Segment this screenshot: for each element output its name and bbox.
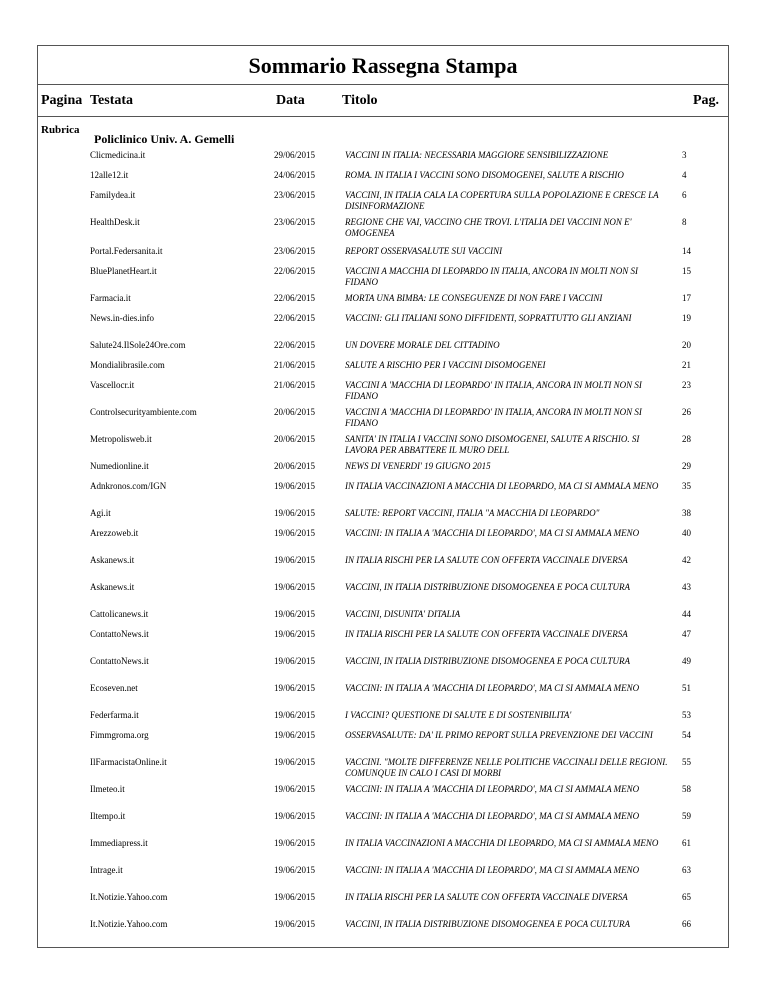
row-testata: Metropolisweb.it xyxy=(90,434,152,444)
row-testata: Agi.it xyxy=(90,508,111,518)
row-pag: 55 xyxy=(682,757,691,767)
row-testata: 12alle12.it xyxy=(90,170,129,180)
row-data: 21/06/2015 xyxy=(274,360,316,370)
row-testata: Adnkronos.com/IGN xyxy=(90,481,167,491)
row-titolo: VACCINI. "MOLTE DIFFERENZE NELLE POLITICHE VACCINALI DELLE REGIONI. COMUNQUE IN CALO I CASI DI MORBI xyxy=(345,757,668,778)
header-data: Data xyxy=(276,93,305,108)
row-titolo: IN ITALIA VACCINAZIONI A MACCHIA DI LEOPARDO, MA CI SI AMMALA MENO xyxy=(345,838,659,848)
row-pag: 43 xyxy=(682,582,691,592)
row-data: 20/06/2015 xyxy=(274,461,316,471)
row-testata: Numedionline.it xyxy=(90,461,149,471)
row-pag: 15 xyxy=(682,266,691,276)
row-pag: 20 xyxy=(682,340,691,350)
row-titolo: VACCINI IN ITALIA: NECESSARIA MAGGIORE SENSIBILIZZAZIONE xyxy=(345,150,609,160)
row-data: 29/06/2015 xyxy=(274,150,316,160)
row-testata: Familydea.it xyxy=(90,190,136,200)
row-data: 22/06/2015 xyxy=(274,293,316,303)
row-data: 23/06/2015 xyxy=(274,190,316,200)
row-testata: Cattolicanews.it xyxy=(90,609,149,619)
row-data: 19/06/2015 xyxy=(274,582,316,592)
summary-frame xyxy=(37,45,729,948)
row-titolo: NEWS DI VENERDI' 19 GIUGNO 2015 xyxy=(345,461,491,471)
row-pag: 17 xyxy=(682,293,691,303)
row-pag: 6 xyxy=(682,190,687,200)
row-titolo: UN DOVERE MORALE DEL CITTADINO xyxy=(345,340,500,350)
row-pag: 40 xyxy=(682,528,691,538)
row-data: 19/06/2015 xyxy=(274,528,316,538)
row-pag: 19 xyxy=(682,313,691,323)
row-data: 19/06/2015 xyxy=(274,811,316,821)
row-data: 22/06/2015 xyxy=(274,313,316,323)
row-titolo: VACCINI A 'MACCHIA DI LEOPARDO' IN ITALIA, ANCORA IN MOLTI NON SI FIDANO xyxy=(345,380,642,401)
row-titolo: ROMA. IN ITALIA I VACCINI SONO DISOMOGENEI, SALUTE A RISCHIO xyxy=(345,170,624,180)
row-testata: It.Notizie.Yahoo.com xyxy=(90,892,168,902)
row-testata: News.in-dies.info xyxy=(90,313,154,323)
row-pag: 4 xyxy=(682,170,687,180)
row-titolo: VACCINI, IN ITALIA CALA LA COPERTURA SULLA POPOLAZIONE E CRESCE LA DISINFORMAZIONE xyxy=(345,190,659,211)
row-testata: HealthDesk.it xyxy=(90,217,140,227)
row-data: 19/06/2015 xyxy=(274,481,316,491)
row-data: 19/06/2015 xyxy=(274,710,316,720)
title-box xyxy=(38,46,728,85)
row-data: 19/06/2015 xyxy=(274,892,316,902)
row-pag: 23 xyxy=(682,380,691,390)
row-data: 21/06/2015 xyxy=(274,380,316,390)
row-pag: 21 xyxy=(682,360,691,370)
row-titolo: REGIONE CHE VAI, VACCINO CHE TROVI. L'ITALIA DEI VACCINI NON E' OMOGENEA xyxy=(345,217,632,238)
row-pag: 35 xyxy=(682,481,691,491)
row-data: 19/06/2015 xyxy=(274,609,316,619)
row-testata: It.Notizie.Yahoo.com xyxy=(90,919,168,929)
row-pag: 44 xyxy=(682,609,691,619)
row-data: 20/06/2015 xyxy=(274,407,316,417)
row-pag: 8 xyxy=(682,217,687,227)
row-testata: Intrage.it xyxy=(90,865,123,875)
row-titolo: VACCINI: IN ITALIA A 'MACCHIA DI LEOPARDO', MA CI SI AMMALA MENO xyxy=(345,683,640,693)
row-data: 19/06/2015 xyxy=(274,757,316,767)
row-pag: 28 xyxy=(682,434,691,444)
row-titolo: VACCINI: GLI ITALIANI SONO DIFFIDENTI, SOPRATTUTTO GLI ANZIANI xyxy=(345,313,632,323)
header-testata: Testata xyxy=(90,93,134,108)
row-data: 23/06/2015 xyxy=(274,217,316,227)
row-data: 19/06/2015 xyxy=(274,508,316,518)
table-header xyxy=(38,86,728,117)
section-name: Policlinico Univ. A. Gemelli xyxy=(94,132,235,146)
row-data: 19/06/2015 xyxy=(274,656,316,666)
row-pag: 63 xyxy=(682,865,691,875)
row-testata: Iltempo.it xyxy=(90,811,126,821)
row-pag: 53 xyxy=(682,710,691,720)
row-data: 19/06/2015 xyxy=(274,919,316,929)
row-titolo: VACCINI, IN ITALIA DISTRIBUZIONE DISOMOGENEA E POCA CULTURA xyxy=(345,656,630,666)
row-titolo: VACCINI: IN ITALIA A 'MACCHIA DI LEOPARDO', MA CI SI AMMALA MENO xyxy=(345,865,640,875)
row-testata: BluePlanetHeart.it xyxy=(90,266,157,276)
row-pag: 65 xyxy=(682,892,691,902)
row-pag: 66 xyxy=(682,919,691,929)
row-titolo: VACCINI, DISUNITA' DITALIA xyxy=(345,609,461,619)
row-titolo: VACCINI: IN ITALIA A 'MACCHIA DI LEOPARDO', MA CI SI AMMALA MENO xyxy=(345,784,640,794)
row-titolo: SALUTE A RISCHIO PER I VACCINI DISOMOGENEI xyxy=(345,360,546,370)
row-testata: Mondialibrasile.com xyxy=(90,360,165,370)
row-pag: 14 xyxy=(682,246,691,256)
row-data: 19/06/2015 xyxy=(274,730,316,740)
row-titolo: IN ITALIA VACCINAZIONI A MACCHIA DI LEOPARDO, MA CI SI AMMALA MENO xyxy=(345,481,659,491)
row-pag: 29 xyxy=(682,461,691,471)
row-testata: Fimmgroma.org xyxy=(90,730,149,740)
row-data: 20/06/2015 xyxy=(274,434,316,444)
row-pag: 49 xyxy=(682,656,691,666)
row-pag: 3 xyxy=(682,150,687,160)
row-pag: 51 xyxy=(682,683,691,693)
header-titolo: Titolo xyxy=(342,93,378,108)
row-testata: Askanews.it xyxy=(90,555,135,565)
row-data: 19/06/2015 xyxy=(274,865,316,875)
row-testata: Immediapress.it xyxy=(90,838,148,848)
row-testata: Arezzoweb.it xyxy=(90,528,139,538)
row-pag: 38 xyxy=(682,508,691,518)
row-testata: Federfarma.it xyxy=(90,710,139,720)
row-data: 19/06/2015 xyxy=(274,683,316,693)
row-pag: 26 xyxy=(682,407,691,417)
row-titolo: SALUTE: REPORT VACCINI, ITALIA "A MACCHIA DI LEOPARDO" xyxy=(345,508,600,518)
row-titolo: SANITA' IN ITALIA I VACCINI SONO DISOMOGENEI, SALUTE A RISCHIO. SI LAVORA PER ABBATTERE IL MURO DELL xyxy=(345,434,640,455)
row-pag: 42 xyxy=(682,555,691,565)
row-titolo: IN ITALIA RISCHI PER LA SALUTE CON OFFERTA VACCINALE DIVERSA xyxy=(345,555,628,565)
row-data: 22/06/2015 xyxy=(274,266,316,276)
row-testata: ContattoNews.it xyxy=(90,656,149,666)
row-data: 19/06/2015 xyxy=(274,629,316,639)
row-titolo: VACCINI: IN ITALIA A 'MACCHIA DI LEOPARDO', MA CI SI AMMALA MENO xyxy=(345,811,640,821)
row-data: 19/06/2015 xyxy=(274,555,316,565)
row-titolo: VACCINI A MACCHIA DI LEOPARDO IN ITALIA, ANCORA IN MOLTI NON SI FIDANO xyxy=(345,266,638,287)
header-pag: Pag. xyxy=(692,93,719,108)
row-testata: Vascellocr.it xyxy=(90,380,135,390)
row-titolo: IN ITALIA RISCHI PER LA SALUTE CON OFFERTA VACCINALE DIVERSA xyxy=(345,629,628,639)
row-testata: Salute24.IlSole24Ore.com xyxy=(90,340,186,350)
rubrica-label: Rubrica xyxy=(41,124,80,136)
row-titolo: IN ITALIA RISCHI PER LA SALUTE CON OFFERTA VACCINALE DIVERSA xyxy=(345,892,628,902)
row-titolo: VACCINI: IN ITALIA A 'MACCHIA DI LEOPARDO', MA CI SI AMMALA MENO xyxy=(345,528,640,538)
row-titolo: VACCINI, IN ITALIA DISTRIBUZIONE DISOMOGENEA E POCA CULTURA xyxy=(345,582,630,592)
page-title: Sommario Rassegna Stampa xyxy=(248,53,518,78)
row-data: 24/06/2015 xyxy=(274,170,316,180)
row-data: 23/06/2015 xyxy=(274,246,316,256)
row-pag: 54 xyxy=(682,730,691,740)
row-testata: Ecoseven.net xyxy=(90,683,138,693)
row-pag: 59 xyxy=(682,811,691,821)
row-pag: 58 xyxy=(682,784,691,794)
row-data: 22/06/2015 xyxy=(274,340,316,350)
row-titolo: I VACCINI? QUESTIONE DI SALUTE E DI SOSTENIBILITA' xyxy=(345,710,572,720)
row-titolo: OSSERVASALUTE: DA' IL PRIMO REPORT SULLA PREVENZIONE DEI VACCINI xyxy=(345,730,653,740)
row-testata: Clicmedicina.it xyxy=(90,150,146,160)
row-pag: 61 xyxy=(682,838,691,848)
row-titolo: REPORT OSSERVASALUTE SUI VACCINI xyxy=(345,246,503,256)
row-testata: Ilmeteo.it xyxy=(90,784,125,794)
row-testata: Askanews.it xyxy=(90,582,135,592)
row-testata: Farmacia.it xyxy=(90,293,131,303)
header-pagina: Pagina xyxy=(41,93,83,108)
row-testata: IlFarmacistaOnline.it xyxy=(90,757,167,767)
row-titolo: MORTA UNA BIMBA: LE CONSEGUENZE DI NON FARE I VACCINI xyxy=(345,293,603,303)
row-titolo: VACCINI A 'MACCHIA DI LEOPARDO' IN ITALIA, ANCORA IN MOLTI NON SI FIDANO xyxy=(345,407,642,428)
row-data: 19/06/2015 xyxy=(274,784,316,794)
row-data: 19/06/2015 xyxy=(274,838,316,848)
row-testata: ContattoNews.it xyxy=(90,629,149,639)
row-testata: Portal.Federsanita.it xyxy=(90,246,163,256)
row-pag: 47 xyxy=(682,629,691,639)
row-testata: Controlsecurityambiente.com xyxy=(90,407,197,417)
row-titolo: VACCINI, IN ITALIA DISTRIBUZIONE DISOMOGENEA E POCA CULTURA xyxy=(345,919,630,929)
